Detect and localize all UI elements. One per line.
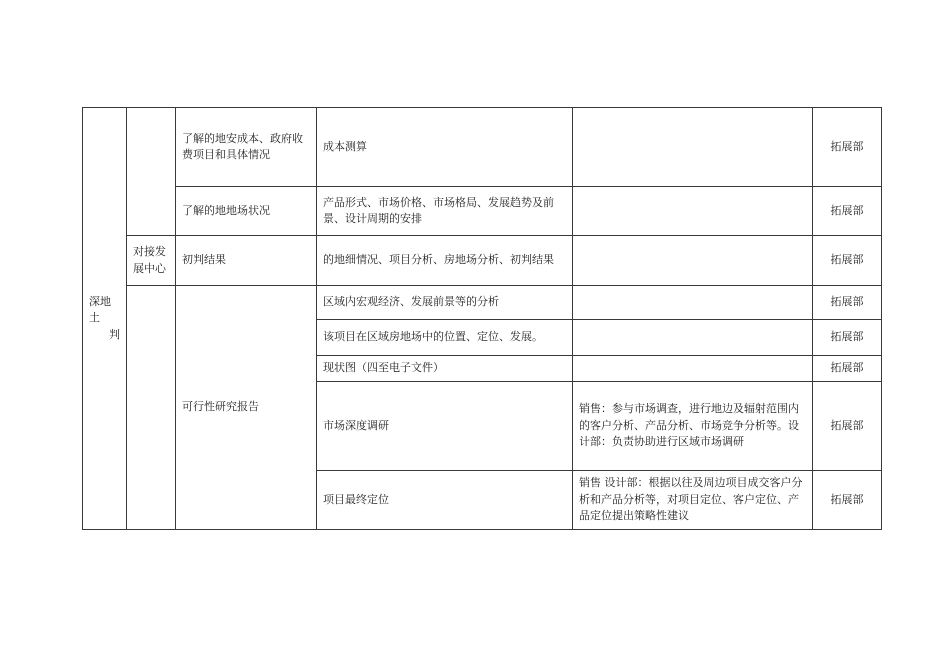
item-cell: 初判结果 <box>176 236 317 286</box>
subgroup-cell-empty <box>127 286 176 530</box>
note-cell <box>573 187 813 236</box>
note-cell <box>573 320 813 356</box>
content-cell: 产品形式、市场价格、市场格局、发展趋势及前景、设计周期的安排 <box>317 187 573 236</box>
dept-cell: 拓展部 <box>813 356 882 382</box>
item-cell: 可行性研究报告 <box>176 286 317 530</box>
dept-cell: 拓展部 <box>813 187 882 236</box>
note-cell <box>573 286 813 320</box>
item-cell: 了解的地地场状况 <box>176 187 317 236</box>
dept-cell: 拓展部 <box>813 286 882 320</box>
table-row <box>83 286 882 320</box>
dept-cell: 拓展部 <box>813 108 882 187</box>
content-cell: 项目最终定位 <box>317 471 573 530</box>
section-cell <box>83 108 127 530</box>
table-row <box>83 236 882 286</box>
section-line-2: 判 <box>109 327 120 341</box>
content-cell: 市场深度调研 <box>317 382 573 471</box>
note-cell <box>573 356 813 382</box>
content-cell: 现状图（四至电子文件） <box>317 356 573 382</box>
dept-cell: 拓展部 <box>813 236 882 286</box>
section-line-1: 深地土 <box>89 294 111 325</box>
content-cell: 区域内宏观经济、发展前景等的分析 <box>317 286 573 320</box>
content-cell: 的地细情况、项目分析、房地场分析、初判结果 <box>317 236 573 286</box>
item-cell: 了解的地安成本、政府收费项目和具体情况 <box>176 108 317 187</box>
work-plan-table <box>82 107 882 530</box>
table-row <box>83 187 882 236</box>
note-cell: 销售：参与市场调查，进行地边及辐射范围内的客户分析、产品分析、市场竞争分析等。设计部：负责协助进行区域市场调研 <box>573 382 813 471</box>
note-cell: 销售 设计部：根据以往及周边项目成交客户分析和产品分析等，对项目定位、客户定位、产品定位提出策略性建议 <box>573 471 813 530</box>
note-cell <box>573 236 813 286</box>
subgroup-cell-empty <box>127 108 176 236</box>
content-cell: 成本测算 <box>317 108 573 187</box>
dept-cell: 拓展部 <box>813 320 882 356</box>
dept-cell: 拓展部 <box>813 471 882 530</box>
content-cell: 该项目在区域房地场中的位置、定位、发展。 <box>317 320 573 356</box>
table-row <box>83 108 882 187</box>
note-cell <box>573 108 813 187</box>
dept-cell: 拓展部 <box>813 382 882 471</box>
subgroup-cell: 对接发展中心 <box>127 236 176 286</box>
